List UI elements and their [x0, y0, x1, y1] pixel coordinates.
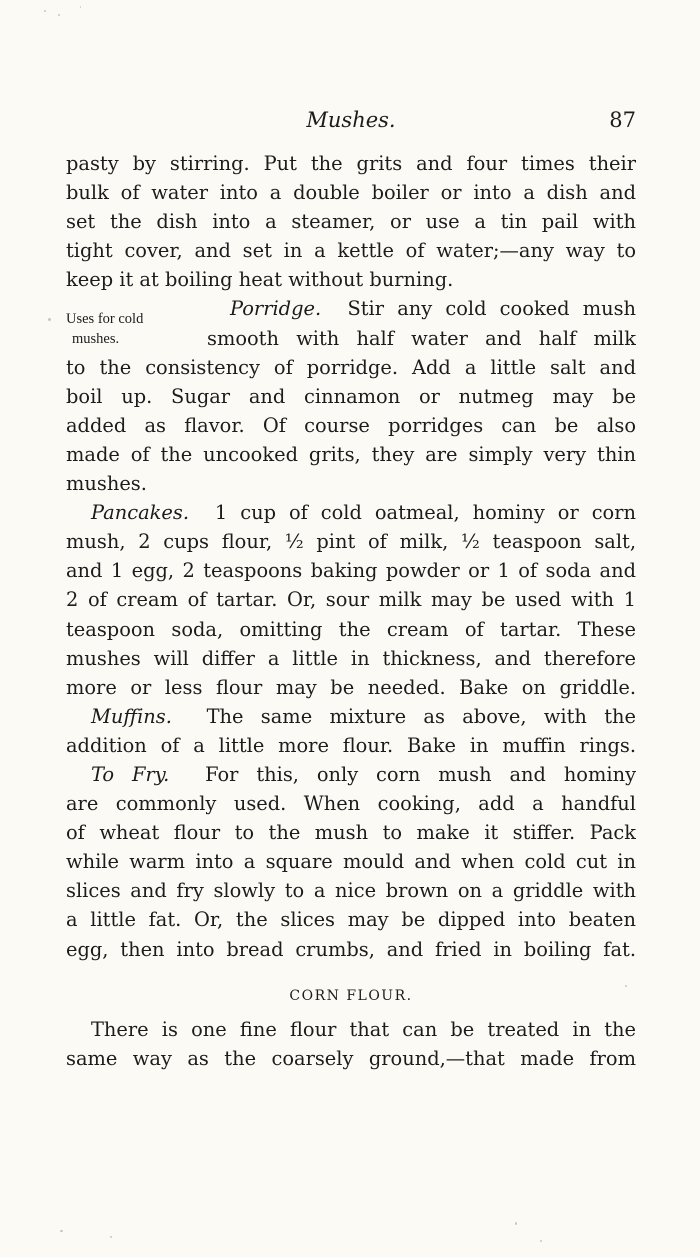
text-line: 2 of cream of tartar. Or, sour milk may be used with 1 [66, 588, 636, 612]
text-line: mushes will differ a little in thickness, and therefore [66, 646, 636, 670]
text-line: while warm into a square mould and when cold cut in [66, 850, 636, 874]
to-fry-paragraph-start [66, 760, 636, 789]
paper-speck [80, 6, 81, 8]
margin-note-line-2: mushes. [72, 331, 120, 347]
muffins-paragraph-start [66, 702, 636, 731]
paper-speck [48, 318, 51, 321]
text-line: and 1 egg, 2 teaspoons baking powder or 1 of soda and [66, 559, 636, 583]
paper-speck [44, 10, 46, 12]
text-line: mushes. [66, 472, 147, 496]
text-line: addition of a little more flour. Bake in muffin rings. [66, 733, 636, 757]
text-line: more or less flour may be needed. Bake on griddle. [66, 675, 636, 699]
text-line: tight cover, and set in a kettle of water;—any way to [66, 239, 636, 263]
text-line: made of the uncooked grits, they are simply very thin [66, 442, 636, 466]
text-line: to the consistency of porridge. Add a little salt and [66, 355, 636, 379]
page-header [66, 104, 636, 136]
text-line: same way as the coarsely ground,—that made from [66, 1047, 636, 1071]
text-line: bulk of water into a double boiler or into a dish and [66, 181, 636, 205]
text-line: There is one fine flour that can be treated in the [91, 1018, 636, 1041]
text-line: are commonly used. When cooking, add a handful [66, 792, 636, 816]
text-fragment: The same mixture as above, with the [206, 704, 636, 728]
text-line: boil up. Sugar and cinnamon or nutmeg may be [66, 384, 636, 408]
paper-speck [58, 14, 60, 16]
text-fragment: 1 cup of cold oatmeal, hominy or corn [214, 501, 636, 525]
text-line: of wheat flour to the mush to make it stiffer. Pack [66, 821, 636, 845]
body-text [66, 149, 636, 964]
paper-speck [110, 1236, 112, 1238]
paper-speck [60, 1230, 63, 1232]
text-line: added as flavor. Of course porridges can be also [66, 413, 636, 437]
text-fragment: For this, only corn mush and hominy [205, 762, 636, 786]
text-line: smooth with half water and half milk [207, 326, 636, 350]
porridge-heading: Porridge. [230, 297, 322, 321]
paper-speck [515, 1222, 517, 1225]
page-number: 87 [609, 108, 636, 132]
paper-speck [625, 985, 627, 987]
to-fry-heading: To Fry. [91, 762, 170, 786]
paper-speck [540, 1240, 542, 1242]
text-line: mush, 2 cups flour, ½ pint of milk, ½ teaspoon salt, [66, 530, 636, 554]
section-heading: CORN FLOUR. [289, 988, 413, 1004]
running-head: Mushes. [306, 108, 396, 132]
pancakes-paragraph-start [66, 498, 636, 527]
section-body-text [66, 1015, 636, 1073]
text-line: slices and fry slowly to a nice brown on a griddle with [66, 879, 636, 903]
text-line: teaspoon soda, omitting the cream of tartar. These [66, 617, 636, 641]
pancakes-heading: Pancakes. [91, 501, 189, 525]
text-fragment: Stir any cold cooked mush [347, 297, 636, 321]
muffins-heading: Muffins. [91, 704, 172, 728]
text-line: set the dish into a steamer, or use a tin pail with [66, 210, 636, 234]
porridge-paragraph-start [66, 294, 636, 323]
text-line: keep it at boiling heat without burning. [66, 268, 454, 292]
margin-note-line-1: Uses for cold [66, 311, 144, 327]
text-line: egg, then into bread crumbs, and fried in boiling fat. [66, 937, 636, 961]
text-line: pasty by stirring. Put the grits and four times their [66, 152, 636, 175]
text-line: a little fat. Or, the slices may be dipped into beaten [66, 908, 636, 932]
